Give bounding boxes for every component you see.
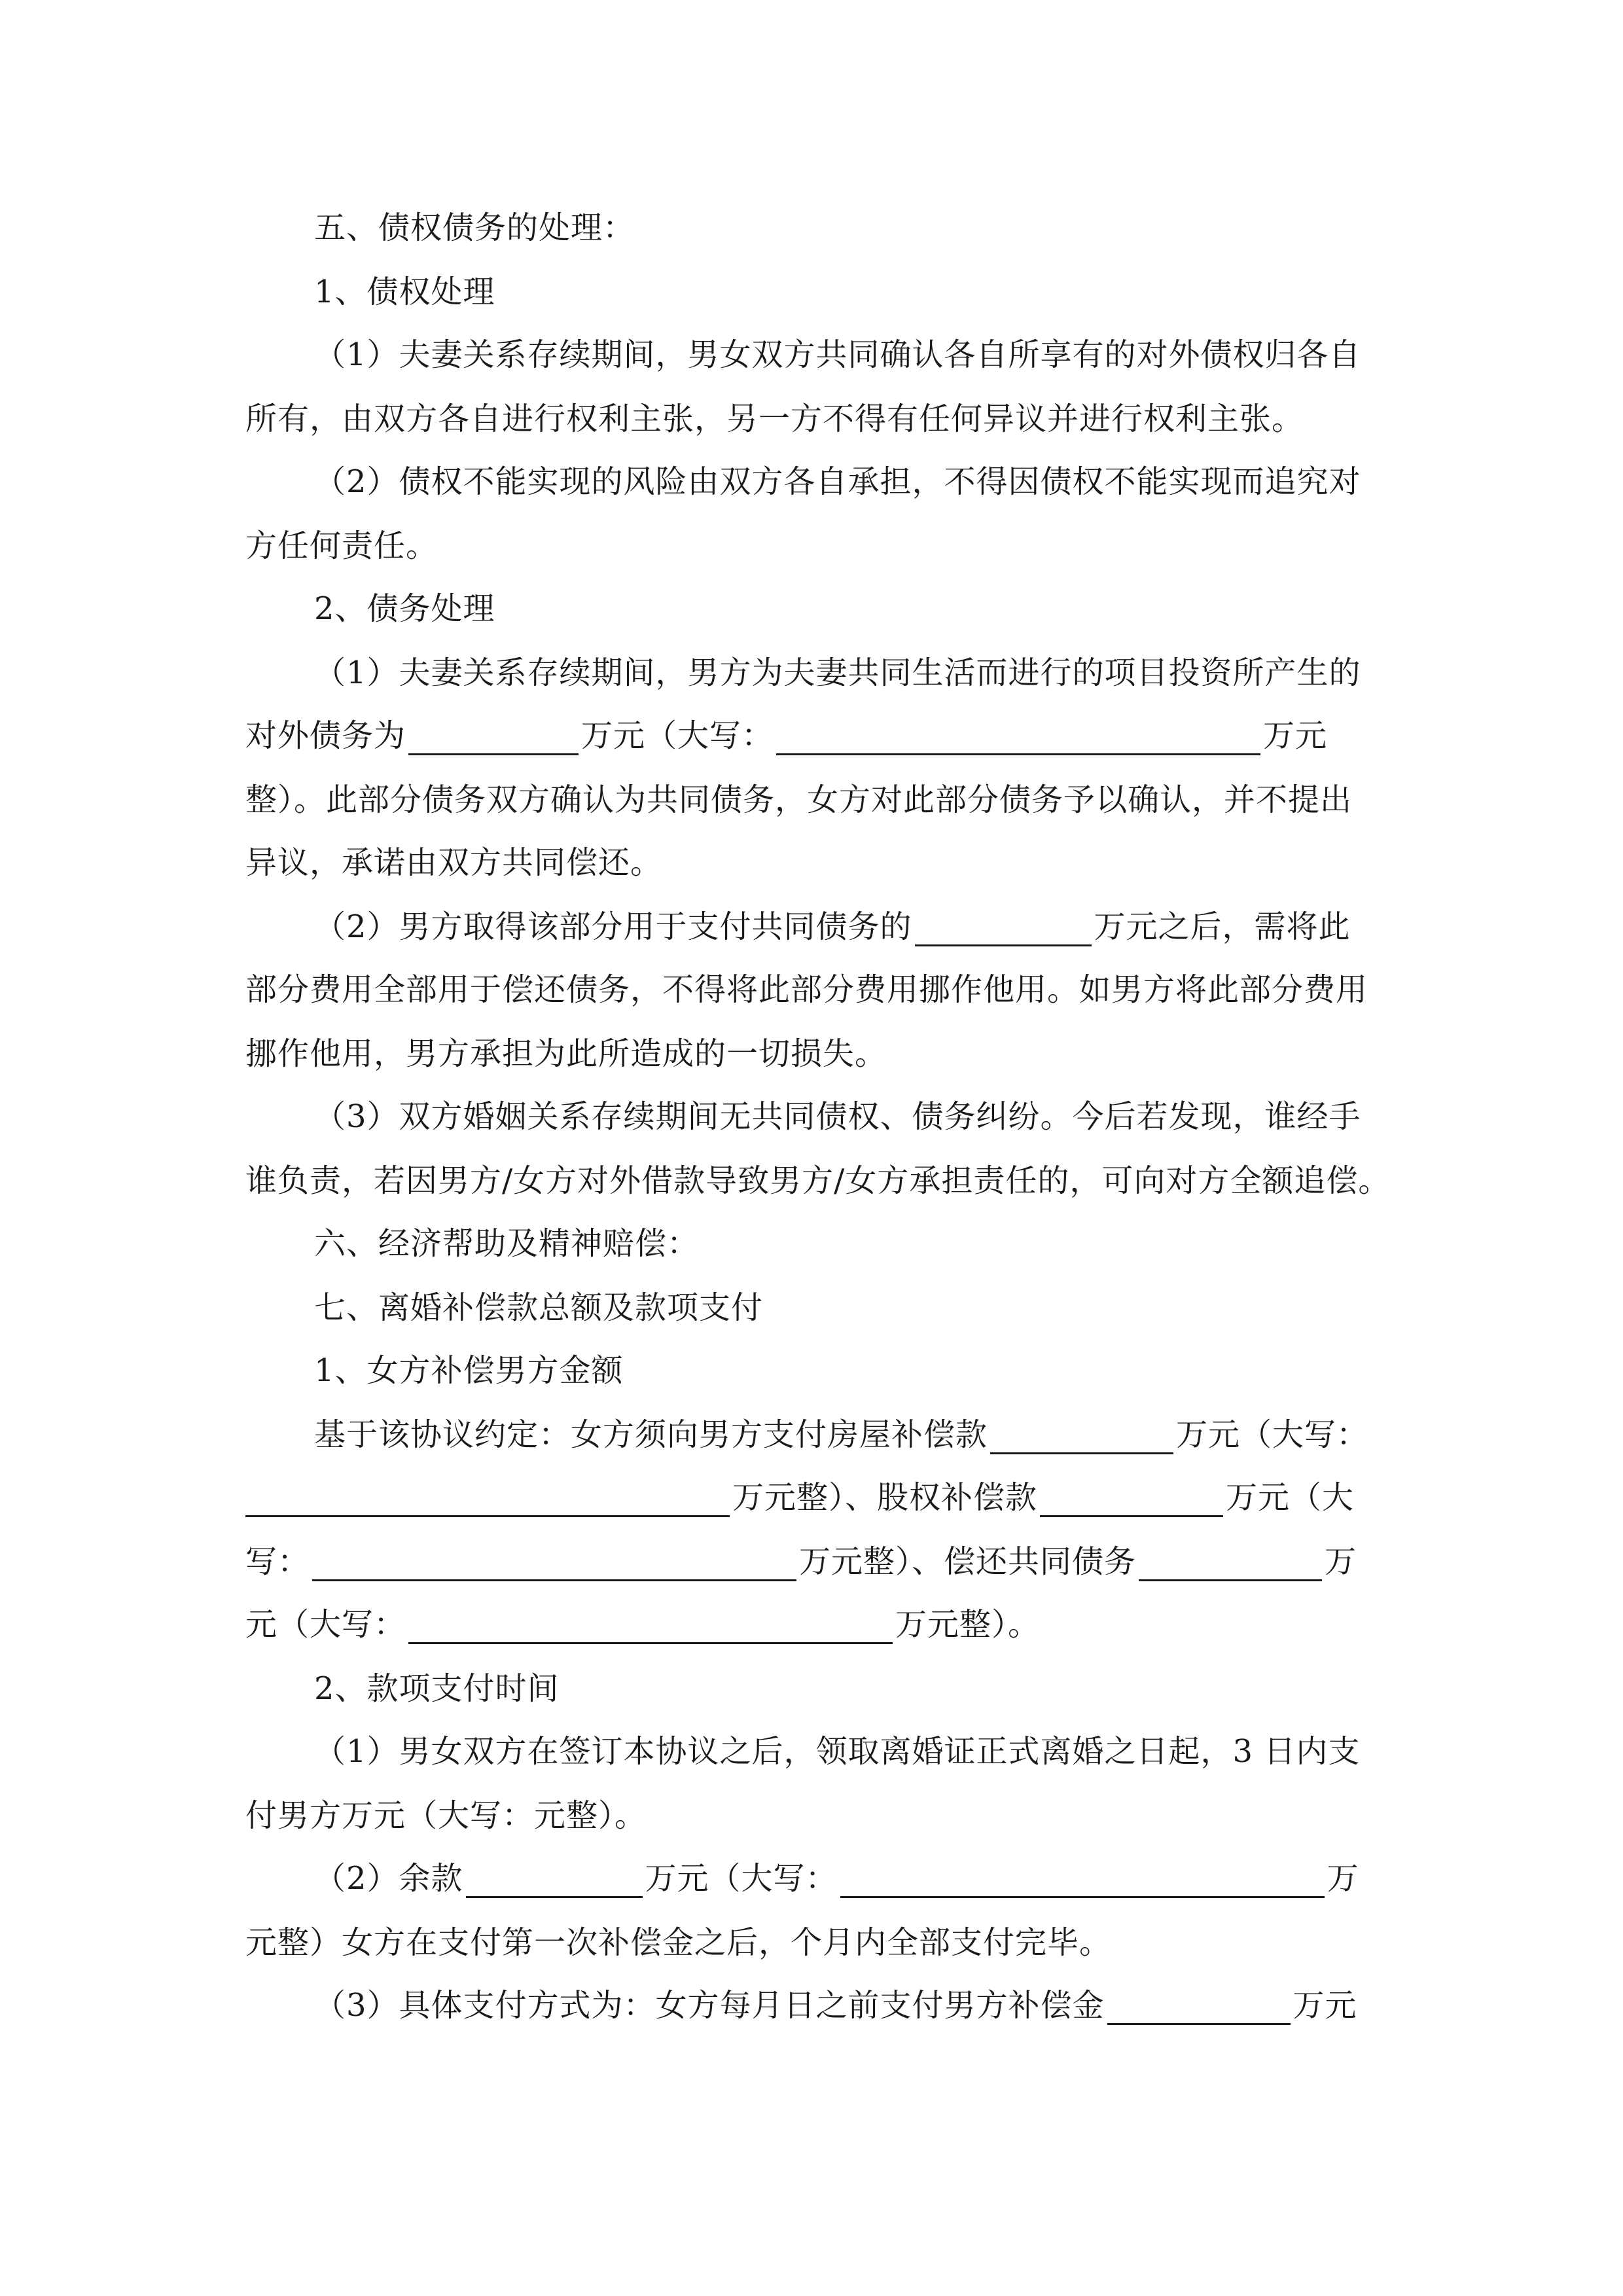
creditor-title: 1、债权处理 xyxy=(314,274,495,310)
debt-item1-line2 xyxy=(245,716,1327,755)
debt-item1-line3: 整）。此部分债务双方确认为共同债务，女方对此部分债务予以确认，并不提出 xyxy=(245,781,1353,818)
debt-item1-line1: （1）夫妻关系存续期间，男方为夫妻共同生活而进行的项目投资所产生的 xyxy=(314,655,1361,691)
debt-item1-text-a: 对外债务为 xyxy=(245,717,406,754)
payment-item2-text-a: （2）余款 xyxy=(314,1860,463,1897)
debt-item3-line2: 谁负责，若因男方/女方对外借款导致男方/女方承担责任的，可向对方全额追偿。 xyxy=(245,1162,1391,1199)
compensation-title: 1、女方补偿男方金额 xyxy=(314,1352,624,1389)
payment-item3-line1 xyxy=(314,1986,1357,2025)
house-compensation-blank[interactable] xyxy=(990,1422,1173,1454)
debt-item2-text-a: （2）男方取得该部分用于支付共同债务的 xyxy=(314,908,912,945)
compensation-line2-text-a: 万元整）、股权补偿款 xyxy=(732,1479,1038,1516)
compensation-line4-text-a: 元（大写： xyxy=(245,1606,406,1643)
creditor-item2-line1: （2）债权不能实现的风险由双方各自承担，不得因债权不能实现而追究对 xyxy=(314,463,1361,500)
section-6-heading: 六、经济帮助及精神赔偿： xyxy=(314,1225,700,1262)
payment-item2-line1 xyxy=(314,1859,1359,1898)
compensation-line3-text-c: 万 xyxy=(1325,1543,1357,1580)
debt-item3-line1: （3）双方婚姻关系存续期间无共同债权、债务纠纷。今后若发现，谁经手 xyxy=(314,1098,1361,1135)
compensation-line3-text-b: 万元整）、偿还共同债务 xyxy=(799,1543,1137,1580)
compensation-line1-text-b: 万元（大写： xyxy=(1176,1416,1369,1453)
joint-debt-blank[interactable] xyxy=(1139,1549,1322,1581)
debt-item2-line2: 部分费用全部用于偿还债务，不得将此部分费用挪作他用。如男方将此部分费用 xyxy=(245,971,1368,1008)
debt-amount-blank[interactable] xyxy=(408,723,579,755)
equity-compensation-blank[interactable] xyxy=(1040,1485,1223,1517)
section-5-heading: 五、债权债务的处理： xyxy=(314,209,635,246)
debt-title: 2、债务处理 xyxy=(314,590,495,627)
creditor-item1-line1: （1）夫妻关系存续期间，男女双方共同确认各自所享有的对外债权归各自 xyxy=(314,336,1361,373)
joint-debt-uppercase-blank[interactable] xyxy=(408,1612,893,1644)
compensation-line4-text-b: 万元整）。 xyxy=(895,1606,1041,1643)
creditor-item2-line2: 方任何责任。 xyxy=(245,528,438,564)
debt-item1-line4: 异议，承诺由双方共同偿还。 xyxy=(245,844,663,881)
payment-item3-text-b: 万元 xyxy=(1293,1987,1357,2024)
section-7-heading: 七、离婚补偿款总额及款项支付 xyxy=(314,1289,764,1326)
payment-item1-line2: 付男方万元（大写：元整）。 xyxy=(245,1797,647,1834)
debt-amount-uppercase-blank[interactable] xyxy=(776,723,1260,755)
debt-item1-text-b: 万元（大写： xyxy=(581,717,774,754)
monthly-compensation-blank[interactable] xyxy=(1107,1993,1291,2025)
balance-amount-blank[interactable] xyxy=(466,1866,643,1898)
debt-item2-line1 xyxy=(314,907,1351,946)
compensation-line2 xyxy=(245,1478,1354,1517)
compensation-line3 xyxy=(245,1542,1357,1581)
house-compensation-uppercase-blank[interactable] xyxy=(245,1485,730,1517)
creditor-item1-line2: 所有，由双方各自进行权利主张，另一方不得有任何异议并进行权利主张。 xyxy=(245,401,1304,437)
payment-item2-line2: 元整）女方在支付第一次补偿金之后，个月内全部支付完毕。 xyxy=(245,1924,1112,1961)
debt-payment-blank[interactable] xyxy=(915,914,1092,946)
debt-item2-line3: 挪作他用，男方承担为此所造成的一切损失。 xyxy=(245,1035,887,1072)
payment-item3-text-a: （3）具体支付方式为：女方每月日之前支付男方补偿金 xyxy=(314,1987,1105,2024)
payment-item2-text-c: 万 xyxy=(1327,1860,1359,1897)
compensation-line4 xyxy=(245,1605,1040,1644)
compensation-line1 xyxy=(314,1415,1368,1454)
payment-time-title: 2、款项支付时间 xyxy=(314,1670,560,1707)
debt-item2-text-b: 万元之后，需将此 xyxy=(1094,908,1351,945)
payment-item2-text-b: 万元（大写： xyxy=(645,1860,838,1897)
payment-item1-line1: （1）男女双方在签订本协议之后，领取离婚证正式离婚之日起，3 日内支 xyxy=(314,1733,1361,1770)
balance-uppercase-blank[interactable] xyxy=(840,1866,1325,1898)
compensation-line3-text-a: 写： xyxy=(245,1543,310,1580)
compensation-line1-text-a: 基于该协议约定：女方须向男方支付房屋补偿款 xyxy=(314,1416,988,1453)
equity-compensation-uppercase-blank[interactable] xyxy=(312,1549,796,1581)
debt-item1-text-c: 万元 xyxy=(1263,717,1328,754)
compensation-line2-text-b: 万元（大 xyxy=(1226,1479,1355,1516)
